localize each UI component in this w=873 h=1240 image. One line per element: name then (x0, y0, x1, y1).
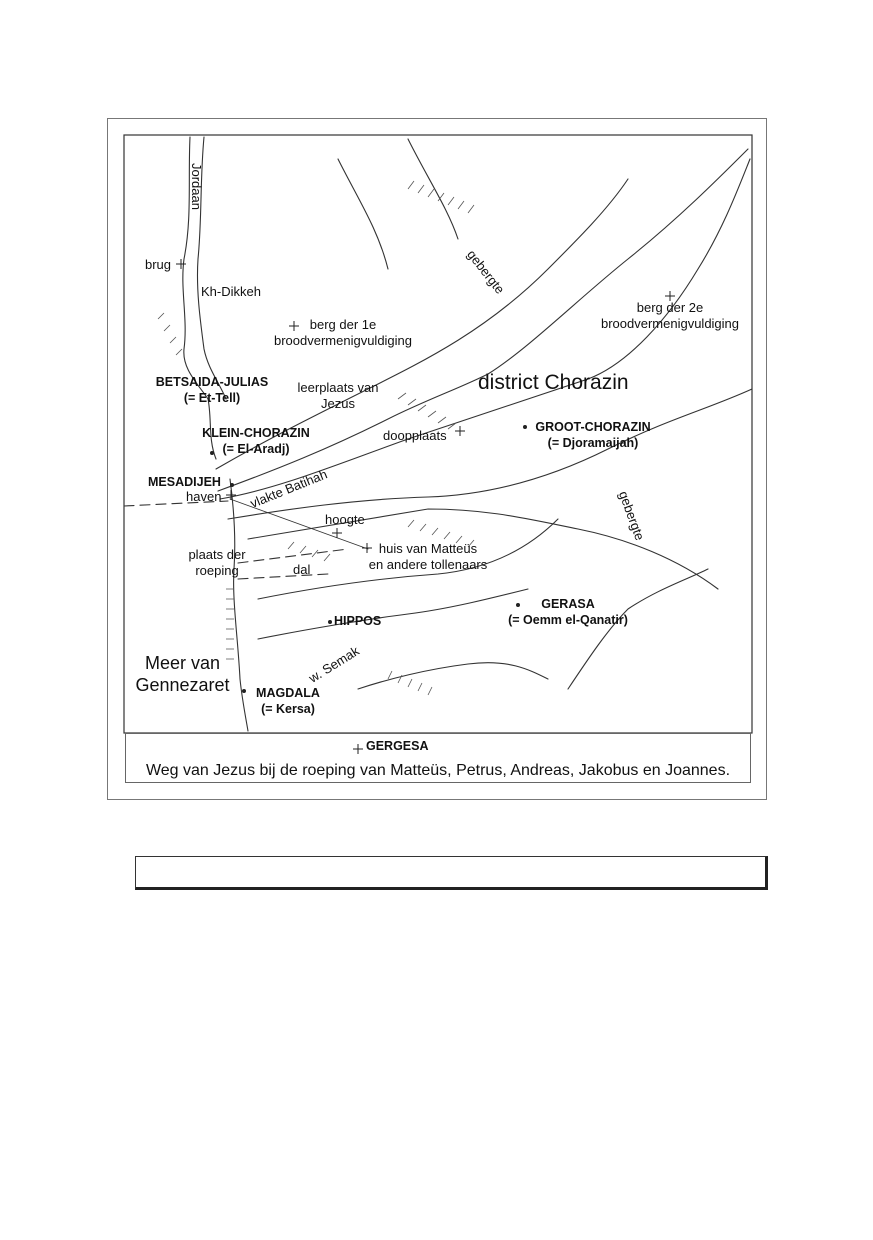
ridge-line-11 (408, 139, 458, 239)
route-center (238, 549, 348, 563)
label-gerasa (498, 596, 638, 628)
label-meer-line2: Gennezaret (135, 675, 230, 695)
label-doopplaats: doopplaats (383, 428, 447, 443)
label-berg-1e (268, 317, 418, 349)
cross-doopplaats (455, 426, 465, 436)
label-berg-2e (594, 300, 746, 332)
label-gerasa-line2: (= Oemm el-Qanatir) (508, 613, 628, 627)
cross-brug (176, 259, 186, 269)
ridge-line-7 (258, 589, 528, 639)
hachures-4 (288, 542, 330, 561)
label-betsaida-julias (152, 374, 272, 406)
marker-mesadijeh (230, 483, 234, 487)
label-brug: brug (145, 257, 172, 272)
marker-hippos (328, 620, 332, 624)
label-huis-line2: en andere tollenaars (368, 557, 488, 572)
label-plaats-der-roeping (182, 547, 252, 579)
label-magdala (248, 685, 328, 717)
hachures-6 (226, 589, 234, 659)
empty-text-box (135, 856, 768, 890)
label-leerplaats (288, 380, 388, 412)
label-plaats-line1: plaats der (188, 547, 246, 562)
label-betsaida-line2: (= Et-Tell) (183, 391, 241, 405)
label-betsaida-line1: BETSAIDA-JULIAS (155, 375, 269, 389)
map-caption: Weg van Jezus bij de roeping van Matteüs, Petrus, Andreas, Jakobus en Joannes. (145, 762, 731, 779)
label-huis-line1: huis van Matteüs (378, 541, 478, 556)
marker-magdala (242, 689, 246, 693)
label-klein-chorazin-line1: KLEIN-CHORAZIN (202, 426, 310, 440)
label-mesadijeh: MESADIJEH (148, 475, 221, 489)
label-huis-matteus (363, 541, 493, 573)
label-magdala-line2: (= Kersa) (261, 702, 315, 716)
hachures-5 (158, 313, 182, 355)
hachures-2 (398, 393, 456, 429)
label-groot-chorazin (530, 419, 656, 451)
label-gebergte-right: gebergte (615, 489, 648, 543)
label-haven: haven (186, 489, 222, 504)
label-berg-1e-line2: broodvermenigvuldiging (273, 333, 413, 348)
label-klein-chorazin-line2: (= El-Aradj) (222, 442, 290, 456)
map-drawing (108, 119, 766, 799)
label-plaats-line2: roeping (195, 563, 239, 578)
ridge-line-10 (338, 159, 388, 269)
label-vlakte-batihah: vlakte Batihah (248, 466, 330, 511)
label-kh-dikkeh: Kh-Dikkeh (201, 284, 261, 299)
label-hoogte: hoogte (325, 512, 365, 527)
label-berg-1e-line1: berg der 1e (309, 317, 377, 332)
label-berg-2e-line1: berg der 2e (636, 300, 704, 315)
label-meer-van-gennezaret (130, 652, 235, 696)
label-leerplaats-line2: Jezus (321, 396, 355, 411)
label-dal: dal (293, 562, 311, 577)
marker-groot-chorazin (523, 425, 527, 429)
label-hippos: HIPPOS (334, 614, 382, 628)
hachures-1 (408, 181, 474, 213)
label-meer-line1: Meer van (144, 653, 221, 673)
ridge-line-8 (358, 663, 548, 689)
label-leerplaats-line1: leerplaats van (297, 380, 379, 395)
label-berg-2e-line2: broodvermenigvuldiging (600, 316, 740, 331)
label-gergesa: GERGESA (366, 739, 429, 753)
label-groot-chorazin-line1: GROOT-CHORAZIN (535, 420, 651, 434)
label-gebergte-top: gebergte (464, 247, 508, 297)
label-groot-chorazin-line2: (= Djoramaijah) (547, 436, 639, 450)
cross-haven (226, 490, 236, 500)
label-jordaan: Jordaan (189, 163, 204, 210)
label-klein-chorazin (196, 425, 316, 457)
map-figure (107, 118, 767, 800)
label-district-chorazin: district Chorazin (478, 371, 629, 394)
ridge-line-9 (568, 569, 708, 689)
label-magdala-line1: MAGDALA (256, 686, 320, 700)
label-w-semak: w. Semak (306, 643, 362, 686)
label-gerasa-line1: GERASA (541, 597, 595, 611)
caption-box (125, 733, 751, 783)
